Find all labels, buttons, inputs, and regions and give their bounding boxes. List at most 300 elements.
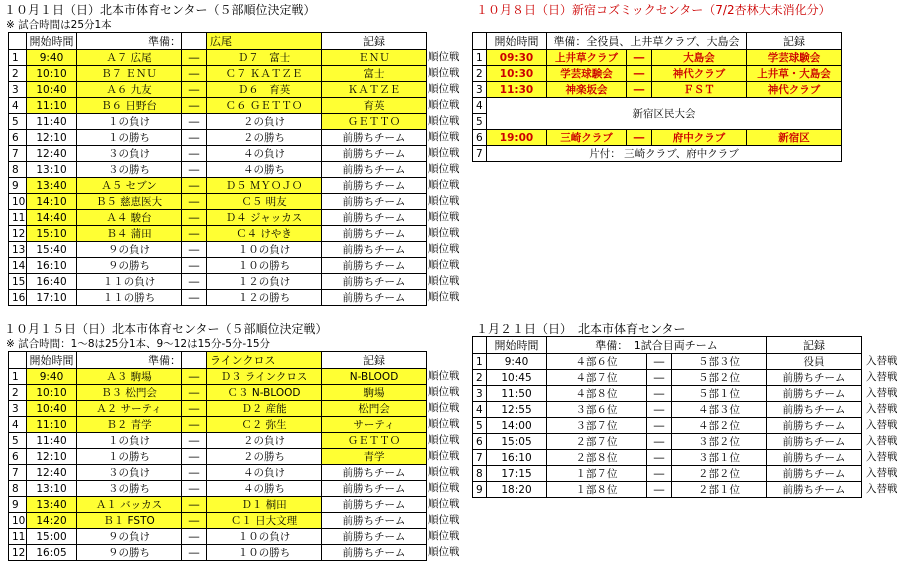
start-time: 13:40: [27, 178, 77, 194]
vs-dash: ―: [182, 178, 207, 194]
team-a: ４部７位: [547, 370, 647, 386]
round-type-label: 順位戦: [428, 514, 460, 526]
table-row: [473, 130, 842, 146]
header-prep-dash: [182, 33, 207, 50]
round-type-label: 順位戦: [428, 466, 460, 478]
s2-title: １０月８日（日）新宿コズミックセンター（7/2杏林大未消化分）: [476, 3, 831, 17]
team-b: 神代クラブ: [652, 66, 747, 82]
header-prep-team: 広尾: [207, 33, 322, 50]
vs-dash: ―: [647, 402, 672, 418]
round-type-label: 順位戦: [428, 83, 460, 95]
match-number: 5: [473, 114, 487, 130]
table-row: [9, 82, 427, 98]
record-team: ＥＮＵ: [322, 50, 427, 66]
record-team: 学芸球験会: [747, 50, 842, 66]
team-b: Ｃ６ ＧＥＴＴＯ: [207, 98, 322, 114]
table-row: [9, 465, 427, 481]
vs-dash: ―: [182, 114, 207, 130]
match-number: 2: [473, 66, 487, 82]
start-time: 13:10: [27, 481, 77, 497]
start-time: 10:30: [487, 66, 547, 82]
team-b: １２の負け: [207, 274, 322, 290]
start-time: 15:40: [27, 242, 77, 258]
team-a: Ａ６ 九友: [77, 82, 182, 98]
vs-dash: ―: [182, 226, 207, 242]
team-a: Ａ１ バッカス: [77, 497, 182, 513]
match-number: 8: [9, 162, 27, 178]
table-row: [9, 114, 427, 130]
vs-dash: ―: [627, 50, 652, 66]
team-b: １０の勝ち: [207, 545, 322, 561]
vs-dash: ―: [182, 258, 207, 274]
record-team: 前勝ちチーム: [322, 210, 427, 226]
s3-side-labels: [428, 368, 460, 560]
record-team: 神代クラブ: [747, 82, 842, 98]
header-prep-label: 準備：: [77, 33, 182, 50]
table-row: [9, 66, 427, 82]
record-team: 前勝ちチーム: [322, 146, 427, 162]
start-time: 16:05: [27, 545, 77, 561]
header-record: 記録: [322, 352, 427, 369]
team-a: １の勝ち: [77, 449, 182, 465]
match-number: 7: [473, 146, 487, 162]
table-row: [473, 82, 842, 98]
round-type-label: 入替戦: [866, 355, 898, 367]
round-type-label: 入替戦: [866, 387, 898, 399]
header-blank: [9, 33, 27, 50]
table-row: [9, 401, 427, 417]
team-a: ３部７位: [547, 418, 647, 434]
record-team: 前勝ちチーム: [322, 130, 427, 146]
start-time: 13:40: [27, 497, 77, 513]
table-row: [9, 433, 427, 449]
vs-dash: ―: [647, 482, 672, 498]
table-row: [473, 482, 862, 498]
record-team: ＧＥＴＴＯ: [322, 114, 427, 130]
round-type-label: 順位戦: [428, 115, 460, 127]
vs-dash: ―: [647, 386, 672, 402]
team-a: ３の勝ち: [77, 162, 182, 178]
record-team: 青学: [322, 449, 427, 465]
table-row: [9, 449, 427, 465]
round-type-label: 順位戦: [428, 163, 460, 175]
table-row: [9, 178, 427, 194]
team-a: Ａ３ 駒場: [77, 369, 182, 385]
vs-dash: ―: [182, 433, 207, 449]
team-a: Ａ４ 駿台: [77, 210, 182, 226]
table-row: [9, 497, 427, 513]
team-b: Ｃ２ 弥生: [207, 417, 322, 433]
record-team: 前勝ちチーム: [767, 370, 862, 386]
table-row: [9, 258, 427, 274]
team-b: ２部２位: [672, 466, 767, 482]
match-number: 1: [9, 369, 27, 385]
table-row: [473, 386, 862, 402]
cleanup-note: 片付： 三崎クラブ、府中クラブ: [487, 146, 842, 162]
record-team: 前勝ちチーム: [767, 466, 862, 482]
start-time: 15:10: [27, 226, 77, 242]
round-type-label: 順位戦: [428, 227, 460, 239]
round-type-label: 順位戦: [428, 131, 460, 143]
s3-title: １０月１５日（日）北本市体育センター（５部順位決定戦）: [4, 322, 328, 336]
team-a: ２部７位: [547, 434, 647, 450]
vs-dash: ―: [182, 401, 207, 417]
round-type-label: 順位戦: [428, 243, 460, 255]
start-time: 12:10: [27, 130, 77, 146]
start-time: 11:40: [27, 114, 77, 130]
start-time: 10:40: [27, 82, 77, 98]
round-type-label: 入替戦: [866, 467, 898, 479]
table-row: [9, 146, 427, 162]
header-record: 記録: [747, 33, 842, 50]
vs-dash: ―: [182, 194, 207, 210]
vs-dash: ―: [182, 529, 207, 545]
table-row: [9, 242, 427, 258]
round-type-label: 順位戦: [428, 530, 460, 542]
vs-dash: ―: [182, 242, 207, 258]
team-a: ４部６位: [547, 354, 647, 370]
table-row: [9, 162, 427, 178]
record-team: 前勝ちチーム: [322, 242, 427, 258]
round-type-label: 順位戦: [428, 498, 460, 510]
match-number: 11: [9, 529, 27, 545]
team-b: 大島会: [652, 50, 747, 66]
start-time: 10:40: [27, 401, 77, 417]
record-team: 前勝ちチーム: [322, 274, 427, 290]
schedule-table-jan21: [472, 336, 862, 498]
vs-dash: ―: [182, 162, 207, 178]
match-number: 13: [9, 242, 27, 258]
start-time: 14:10: [27, 194, 77, 210]
team-b: Ｃ３ N-BLOOD: [207, 385, 322, 401]
round-type-label: 入替戦: [866, 371, 898, 383]
start-time: 14:00: [487, 418, 547, 434]
team-a: ２部８位: [547, 450, 647, 466]
start-time: 17:15: [487, 466, 547, 482]
table-row: [9, 481, 427, 497]
team-a: Ａ７ 広尾: [77, 50, 182, 66]
s1-title: １０月１日（日）北本市体育センター（５部順位決定戦）: [4, 3, 316, 17]
round-type-label: 順位戦: [428, 275, 460, 287]
team-b: ２の勝ち: [207, 130, 322, 146]
match-number: 4: [473, 402, 487, 418]
team-b: ５部１位: [672, 386, 767, 402]
match-number: 3: [473, 386, 487, 402]
start-time: 12:10: [27, 449, 77, 465]
start-time: 13:10: [27, 162, 77, 178]
record-team: 前勝ちチーム: [322, 290, 427, 306]
record-team: 前勝ちチーム: [767, 482, 862, 498]
record-team: 前勝ちチーム: [322, 513, 427, 529]
team-a: Ｂ５ 慈恵医大: [77, 194, 182, 210]
record-team: ＫＡＴＺＥ: [322, 82, 427, 98]
table-row: [9, 545, 427, 561]
table-row: [9, 385, 427, 401]
team-b: ３部１位: [672, 450, 767, 466]
team-b: ２の負け: [207, 114, 322, 130]
vs-dash: ―: [182, 82, 207, 98]
vs-dash: ―: [182, 66, 207, 82]
match-number: 5: [473, 418, 487, 434]
table-row: [473, 146, 842, 162]
record-team: 前勝ちチーム: [767, 418, 862, 434]
team-b: Ｄ３ ラインクロス: [207, 369, 322, 385]
record-team: 松門会: [322, 401, 427, 417]
team-b: Ｃ７ ＫＡＴＺＥ: [207, 66, 322, 82]
match-number: 7: [9, 146, 27, 162]
s4-side-labels: [866, 353, 898, 497]
header-blank: [473, 337, 487, 354]
team-b: Ｄ６ 育英: [207, 82, 322, 98]
start-time: 9:40: [487, 354, 547, 370]
match-number: 6: [9, 449, 27, 465]
team-b: ４の負け: [207, 146, 322, 162]
record-team: 前勝ちチーム: [322, 258, 427, 274]
team-b: ４の勝ち: [207, 481, 322, 497]
team-b: Ｄ４ ジャッカス: [207, 210, 322, 226]
match-number: 16: [9, 290, 27, 306]
record-team: 前勝ちチーム: [322, 481, 427, 497]
start-time: 12:55: [487, 402, 547, 418]
match-number: 2: [9, 66, 27, 82]
table-row: [9, 98, 427, 114]
table-row: [473, 354, 862, 370]
header-prep-dash: [182, 352, 207, 369]
match-number: 14: [9, 258, 27, 274]
team-a: Ｂ１ FSTO: [77, 513, 182, 529]
start-time: 10:10: [27, 385, 77, 401]
round-type-label: 入替戦: [866, 403, 898, 415]
vs-dash: ―: [182, 369, 207, 385]
record-team: 前勝ちチーム: [322, 178, 427, 194]
round-type-label: 順位戦: [428, 370, 460, 382]
start-time: 15:05: [487, 434, 547, 450]
vs-dash: ―: [182, 210, 207, 226]
record-team: 上井草・大島会: [747, 66, 842, 82]
vs-dash: ―: [182, 513, 207, 529]
vs-dash: ―: [182, 449, 207, 465]
record-team: 前勝ちチーム: [322, 465, 427, 481]
vs-dash: ―: [182, 545, 207, 561]
header-blank: [9, 352, 27, 369]
team-a: Ｂ４ 蒲田: [77, 226, 182, 242]
match-number: 9: [473, 482, 487, 498]
team-b: ４の勝ち: [207, 162, 322, 178]
team-a: １部８位: [547, 482, 647, 498]
team-a: 三崎クラブ: [547, 130, 627, 146]
round-type-label: 順位戦: [428, 546, 460, 558]
match-number: 15: [9, 274, 27, 290]
team-a: ９の負け: [77, 242, 182, 258]
team-b: ４部３位: [672, 402, 767, 418]
vs-dash: ―: [182, 130, 207, 146]
team-b: ＦＳＴ: [652, 82, 747, 98]
table-row: [9, 210, 427, 226]
record-team: 前勝ちチーム: [322, 194, 427, 210]
start-time: 9:40: [27, 50, 77, 66]
team-b: Ｄ５ ＭＹＯＪＯ: [207, 178, 322, 194]
match-number: 10: [9, 513, 27, 529]
team-a: ３の負け: [77, 146, 182, 162]
team-b: 府中クラブ: [652, 130, 747, 146]
record-team: 前勝ちチーム: [322, 497, 427, 513]
record-team: 富士: [322, 66, 427, 82]
table-header-row: [9, 33, 427, 50]
round-type-label: 順位戦: [428, 402, 460, 414]
header-prep: 準備：全役員、上井草クラブ、大島会: [547, 33, 747, 50]
match-number: 5: [9, 433, 27, 449]
match-number: 7: [473, 450, 487, 466]
table-row: [9, 417, 427, 433]
vs-dash: ―: [627, 66, 652, 82]
vs-dash: ―: [647, 418, 672, 434]
team-b: ２部１位: [672, 482, 767, 498]
record-team: 前勝ちチーム: [767, 450, 862, 466]
header-prep-label: 準備：: [77, 352, 182, 369]
header-prep: 準備： 1試合目両チーム: [547, 337, 767, 354]
match-number: 12: [9, 226, 27, 242]
table-row: [9, 290, 427, 306]
team-a: １部７位: [547, 466, 647, 482]
team-b: ４部２位: [672, 418, 767, 434]
team-a: １の負け: [77, 433, 182, 449]
vs-dash: ―: [647, 370, 672, 386]
header-blank: [473, 33, 487, 50]
match-number: 5: [9, 114, 27, 130]
vs-dash: ―: [182, 146, 207, 162]
vs-dash: ―: [627, 130, 652, 146]
team-a: １の勝ち: [77, 130, 182, 146]
table-header-row: [9, 352, 427, 369]
team-b: Ｄ７ 富士: [207, 50, 322, 66]
team-a: ３部６位: [547, 402, 647, 418]
round-type-label: 順位戦: [428, 67, 460, 79]
match-number: 9: [9, 178, 27, 194]
vs-dash: ―: [182, 385, 207, 401]
team-b: Ｃ１ 日大文理: [207, 513, 322, 529]
start-time: 11:50: [487, 386, 547, 402]
round-type-label: 入替戦: [866, 483, 898, 495]
header-start-time: 開始時間: [487, 337, 547, 354]
start-time: 11:10: [27, 417, 77, 433]
table-row: [473, 98, 842, 114]
record-team: 前勝ちチーム: [322, 226, 427, 242]
team-a: １１の勝ち: [77, 290, 182, 306]
start-time: 16:10: [27, 258, 77, 274]
match-number: 10: [9, 194, 27, 210]
schedule-table-oct1: [8, 32, 427, 306]
team-a: Ｂ６ 日野台: [77, 98, 182, 114]
record-team: 役員: [767, 354, 862, 370]
header-record: 記録: [767, 337, 862, 354]
team-a: １の負け: [77, 114, 182, 130]
team-b: ４の負け: [207, 465, 322, 481]
table-header-row: [473, 337, 862, 354]
team-b: １０の負け: [207, 242, 322, 258]
match-number: 9: [9, 497, 27, 513]
match-number: 6: [9, 130, 27, 146]
match-number: 4: [473, 98, 487, 114]
team-a: Ｂ７ ＥＮＵ: [77, 66, 182, 82]
team-a: １１の負け: [77, 274, 182, 290]
team-a: Ａ２ サーティ: [77, 401, 182, 417]
vs-dash: ―: [182, 290, 207, 306]
table-row: [9, 50, 427, 66]
record-team: サーティ: [322, 417, 427, 433]
team-b: ２の勝ち: [207, 449, 322, 465]
team-a: 神楽坂会: [547, 82, 627, 98]
s4-title: １月２１日（日） 北本市体育センター: [476, 322, 686, 336]
start-time: 18:20: [487, 482, 547, 498]
table-row: [473, 370, 862, 386]
start-time: 12:40: [27, 465, 77, 481]
vs-dash: ―: [627, 82, 652, 98]
table-header-row: [473, 33, 842, 50]
team-b: Ｄ２ 産能: [207, 401, 322, 417]
team-b: １２の勝ち: [207, 290, 322, 306]
start-time: 16:10: [487, 450, 547, 466]
round-type-label: 順位戦: [428, 482, 460, 494]
record-team: 前勝ちチーム: [322, 529, 427, 545]
header-prep-team: ラインクロス: [207, 352, 322, 369]
header-start-time: 開始時間: [487, 33, 547, 50]
round-type-label: 順位戦: [428, 386, 460, 398]
table-row: [9, 226, 427, 242]
round-type-label: 順位戦: [428, 259, 460, 271]
start-time: 10:10: [27, 66, 77, 82]
team-b: ５部３位: [672, 354, 767, 370]
vs-dash: ―: [647, 450, 672, 466]
table-row: [9, 529, 427, 545]
match-number: 8: [9, 481, 27, 497]
match-number: 7: [9, 465, 27, 481]
table-row: [473, 66, 842, 82]
team-b: ３部２位: [672, 434, 767, 450]
match-number: 2: [9, 385, 27, 401]
record-team: 前勝ちチーム: [767, 402, 862, 418]
record-team: 前勝ちチーム: [322, 162, 427, 178]
table-row: [473, 434, 862, 450]
match-number: 3: [9, 401, 27, 417]
vs-dash: ―: [182, 417, 207, 433]
team-a: ９の勝ち: [77, 258, 182, 274]
table-row: [473, 402, 862, 418]
vs-dash: ―: [182, 50, 207, 66]
table-row: [473, 50, 842, 66]
round-type-label: 順位戦: [428, 51, 460, 63]
start-time: 14:40: [27, 210, 77, 226]
record-team: N-BLOOD: [322, 369, 427, 385]
start-time: 12:40: [27, 146, 77, 162]
match-number: 6: [473, 130, 487, 146]
schedule-table-oct15: [8, 351, 427, 561]
vs-dash: ―: [182, 274, 207, 290]
round-type-label: 順位戦: [428, 291, 460, 303]
table-row: [9, 369, 427, 385]
match-number: 8: [473, 466, 487, 482]
match-number: 4: [9, 98, 27, 114]
team-b: １０の負け: [207, 529, 322, 545]
vs-dash: ―: [182, 497, 207, 513]
start-time: 9:40: [27, 369, 77, 385]
record-team: 前勝ちチーム: [767, 434, 862, 450]
match-number: 1: [473, 354, 487, 370]
team-a: ４部８位: [547, 386, 647, 402]
round-type-label: 順位戦: [428, 418, 460, 430]
team-a: 学芸球験会: [547, 66, 627, 82]
s1-note: ※ 試合時間は25分1本: [6, 19, 112, 31]
record-team: ＧＥＴＴＯ: [322, 433, 427, 449]
